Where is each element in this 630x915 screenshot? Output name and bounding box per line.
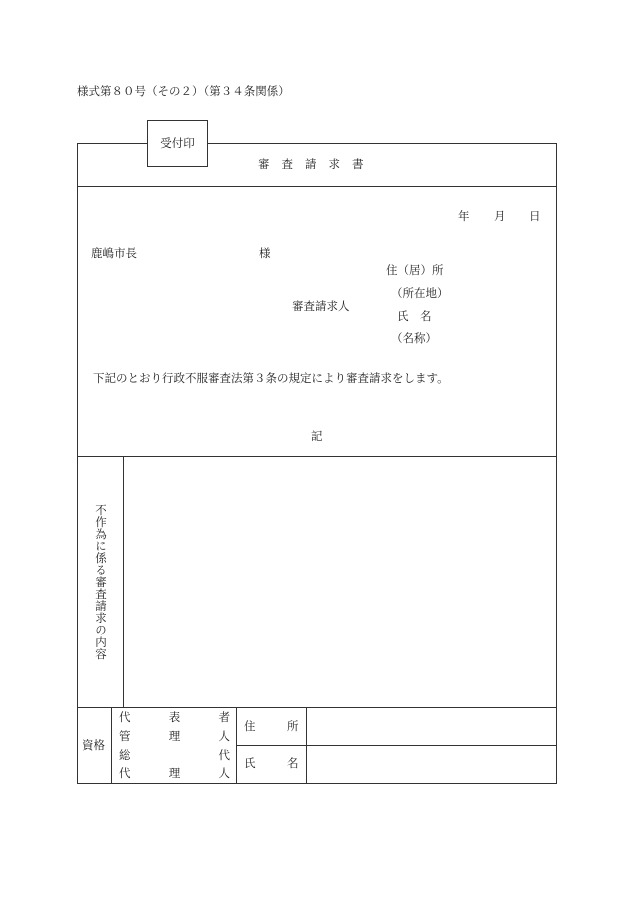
qualification-name-label: 氏 名	[244, 756, 309, 770]
content-vertical-label: 不作為に係る審査請求の内容	[94, 504, 108, 660]
form-number: 様式第８０号（その２）（第３４条関係）	[77, 84, 290, 98]
qualification-role-administrator: 管 理 人	[119, 729, 230, 743]
form-title: 審査請求書	[258, 157, 376, 171]
request-statement: 下記のとおり行政不服審査法第３条の規定により審査請求をします。	[93, 371, 449, 385]
requester-name-label: 氏 名	[397, 309, 432, 323]
date-day-label: 日	[529, 209, 541, 223]
qualification-role-agent: 代 理 人	[119, 766, 230, 780]
qualification-address-label: 住 所	[244, 719, 309, 733]
addressee-name: 鹿嶋市長	[91, 246, 137, 260]
requester-corp-name-label: （名称）	[391, 331, 437, 345]
addressee-honorific: 様	[259, 246, 271, 260]
requester-location-label: （所在地）	[391, 286, 449, 300]
ki-label: 記	[311, 429, 323, 443]
date-month-label: 月	[494, 209, 506, 223]
reception-stamp-box	[147, 120, 208, 167]
requester-label: 審査請求人	[292, 299, 350, 313]
qualification-label: 資格	[82, 738, 105, 752]
qualification-role-representative: 代 表 者	[119, 710, 230, 724]
qualification-role-general-representative: 総 代	[119, 748, 230, 762]
date-year-label: 年	[458, 209, 470, 223]
qualification-address-field[interactable]	[307, 708, 556, 745]
reception-stamp-label: 受付印	[160, 136, 195, 150]
requester-address-label: 住（居）所	[386, 263, 444, 277]
content-entry-area[interactable]	[124, 457, 556, 707]
qualification-name-field[interactable]	[307, 746, 556, 783]
